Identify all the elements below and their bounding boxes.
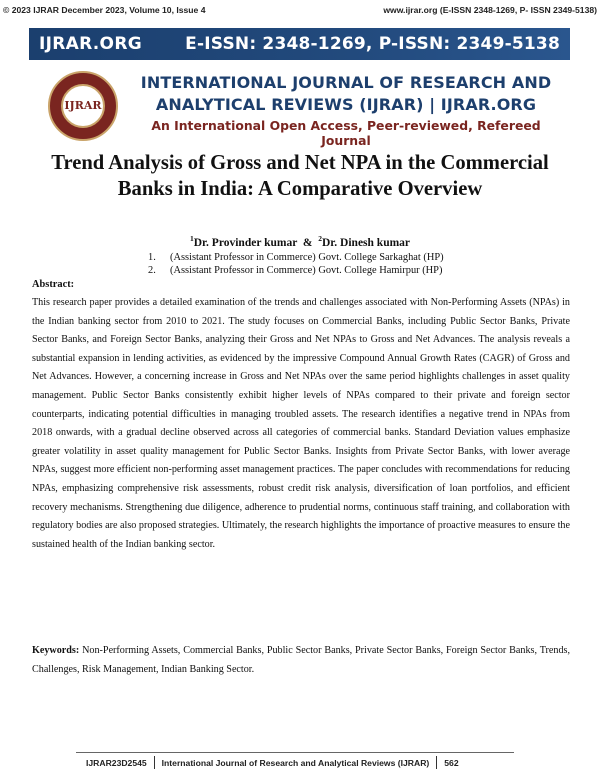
author1-name: Dr. Provinder kumar — [193, 236, 298, 249]
footer-journal-name: International Journal of Research and Analytical Reviews (IJRAR) — [161, 758, 430, 768]
footer-rule — [76, 752, 514, 753]
author2-superscript: 2 — [318, 234, 322, 243]
affiliations-list — [148, 251, 444, 277]
abstract-heading: Abstract: — [32, 279, 75, 290]
author2-name: Dr. Dinesh kumar — [321, 236, 411, 249]
author1-superscript: 1 — [189, 234, 194, 243]
affiliation-item — [148, 264, 444, 277]
footer-items — [86, 756, 459, 769]
journal-tagline: An International Open Access, Peer-reviewed, Refereed Journal — [151, 118, 541, 148]
footer-page-number: 562 — [444, 758, 459, 768]
journal-name-line1: INTERNATIONAL JOURNAL OF RESEARCH AND — [140, 73, 552, 92]
journal-logo-icon — [48, 71, 118, 141]
keywords-text: Non-Performing Assets, Commercial Banks, Public Sector Banks, Private Sector Banks, Foreign Sector Banks, Trends, Challenges, Risk Management, Indian Banking Sector. — [32, 645, 570, 675]
journal-banner — [29, 28, 570, 148]
author-separator: & — [302, 236, 313, 249]
header-volume-info: © 2023 IJRAR December 2023, Volume 10, Issue 4 — [3, 5, 206, 15]
affiliation-item — [148, 251, 444, 264]
footer-divider — [154, 756, 155, 769]
footer-paper-id: IJRAR23D2545 — [86, 758, 147, 768]
running-header — [0, 4, 600, 18]
journal-logo-text: IJRAR — [61, 84, 105, 128]
affiliation-number: 2. — [148, 265, 156, 276]
abstract-body: This research paper provides a detailed examination of the trends and challenges associated with Non-Performing Assets (NPAs) in the Indian banking sector from 2010 to 2021. The study focuses on Commercial Banks, including Public Sector Banks, Private Sector Banks, and Foreign Sector Banks, analyzing their Gross and Net NPAs to Gross and Net Advances. The analysis reveals a substantial expansion in lending activities, as evidenced by the impressive Compound Annual Growth Rates (CAGR) of Gross and Net Advances. However, a concerning increase in Gross and Net NPAs over the same period highlights challenges in asset quality management. Public Sector Banks consistently exhibit higher levels of NPAs compared to their private and foreign sector counterparts, indicating potential difficulties in managing troubled assets. The research identifies a negative trend in NPAs from 2018 onwards, with a gradual decline observed across all categories of commercial banks. Standard Deviation values emphasize greater volatility in asset quality management for Public Sector Banks. Insights from Private Sector Banks, with lower average NPAs, suggest more efficient non-performing asset management practices. The paper concludes with recommendations for reducing NPAs, emphasizing comprehensive risk assessments, robust credit risk analysis, diversification of loan portfolios, and efficient recovery mechanisms. Strengthening due diligence, adherence to prudential norms, continuous staff training, and collaboration with regulatory bodies are also proposed strategies. Ultimately, the research highlights the importance of proactive measures to ensure the sustained health of the Indian banking sector. — [32, 297, 570, 550]
paper-title: Trend Analysis of Gross and Net NPA in the Commercial Banks in India: A Comparative Overview — [51, 152, 549, 200]
keywords-paragraph — [32, 642, 570, 679]
author-line — [0, 234, 600, 249]
affiliation-text: (Assistant Professor in Commerce) Govt. College Sarkaghat (HP) — [170, 252, 444, 263]
banner-issn: E-ISSN: 2348-1269, P-ISSN: 2349-5138 — [185, 34, 560, 54]
journal-name-line2: ANALYTICAL REVIEWS (IJRAR) | IJRAR.ORG — [155, 95, 537, 114]
affiliation-number: 1. — [148, 252, 156, 263]
banner-site: IJRAR.ORG — [39, 34, 142, 54]
keywords-label: Keywords: — [32, 645, 80, 656]
banner-band — [29, 28, 570, 60]
footer-divider — [436, 756, 437, 769]
affiliation-text: (Assistant Professor in Commerce) Govt. College Hamirpur (HP) — [170, 265, 443, 276]
header-website-issn: www.ijrar.org (E-ISSN 2348-1269, P- ISSN 2349-5138) — [383, 5, 597, 15]
